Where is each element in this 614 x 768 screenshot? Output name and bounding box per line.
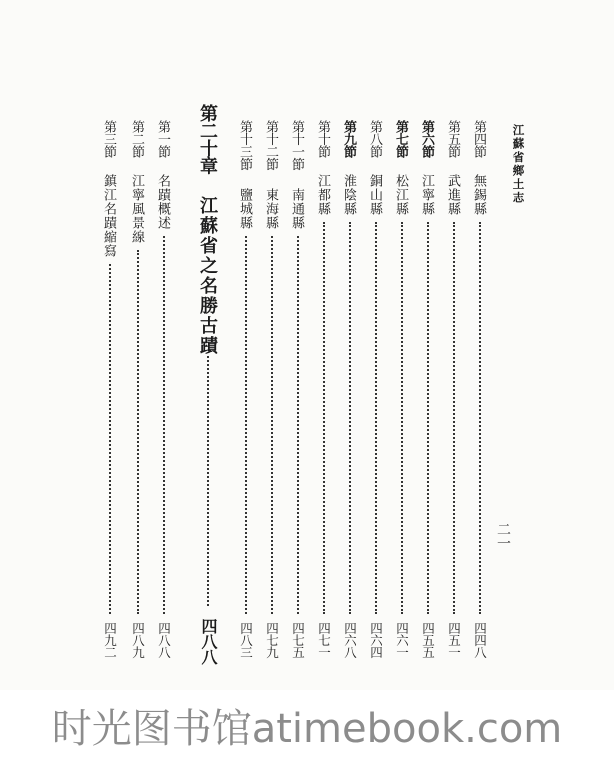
page-reference: 四七九 xyxy=(264,622,280,658)
page-reference: 四六八 xyxy=(342,622,358,658)
page-reference: 四六四 xyxy=(368,622,384,658)
dot-leader xyxy=(401,222,403,614)
section-number: 第十三節 xyxy=(237,120,252,170)
toc-entry xyxy=(236,120,256,658)
section-number: 第七節 xyxy=(393,120,408,158)
toc-entry xyxy=(444,120,464,658)
page-reference: 四九二 xyxy=(102,622,118,658)
page-reference: 四七一 xyxy=(316,622,332,658)
page-reference: 四五五 xyxy=(420,622,436,658)
section-title: 銅山縣 xyxy=(367,174,382,216)
chapter-entry xyxy=(194,104,222,664)
dot-leader xyxy=(163,236,165,614)
dot-leader xyxy=(479,222,481,614)
dot-leader xyxy=(245,236,247,614)
section-title: 南通縣 xyxy=(289,188,304,230)
watermark-text: 时光图书馆atimebook.com xyxy=(0,690,614,768)
page-reference: 四七五 xyxy=(290,622,306,658)
toc-entry xyxy=(314,120,334,658)
page-reference: 四六一 xyxy=(394,622,410,658)
section-title: 名蹟概述 xyxy=(155,174,170,230)
section-title: 江寧風景線 xyxy=(129,174,144,244)
section-title: 鹽城縣 xyxy=(237,188,252,230)
toc-entry xyxy=(366,120,386,658)
toc-entry xyxy=(154,120,174,658)
section-title: 江都縣 xyxy=(315,174,330,216)
chapter-title: 江蘇省之名勝古蹟 xyxy=(197,196,218,356)
section-title: 東海縣 xyxy=(263,188,278,230)
section-number: 第八節 xyxy=(367,120,382,158)
chapter-number: 第二十章 xyxy=(197,104,218,174)
section-number: 第二節 xyxy=(129,120,144,158)
toc-entry xyxy=(100,120,120,658)
section-number: 第五節 xyxy=(445,120,460,158)
section-number: 第九節 xyxy=(341,120,356,158)
page-reference: 四四八 xyxy=(472,622,488,658)
dot-leader xyxy=(375,222,377,614)
page-number: 二一 xyxy=(495,522,511,550)
dot-leader xyxy=(349,222,351,614)
page-reference: 四五一 xyxy=(446,622,462,658)
section-title: 江寧縣 xyxy=(419,174,434,216)
section-number: 第十二節 xyxy=(263,120,278,170)
page-reference: 四八八 xyxy=(156,622,172,658)
dot-leader xyxy=(427,222,429,614)
section-number: 第四節 xyxy=(471,120,486,158)
page-reference: 四八八 xyxy=(199,617,218,664)
section-title: 鎮江名蹟縮寫 xyxy=(101,174,116,258)
toc-entry xyxy=(418,120,438,658)
dot-leader xyxy=(323,222,325,614)
section-number: 第一節 xyxy=(155,120,170,158)
dot-leader xyxy=(109,264,111,614)
toc-entry xyxy=(470,120,490,658)
toc-entry xyxy=(392,120,412,658)
dot-leader xyxy=(207,356,209,606)
section-title: 武進縣 xyxy=(445,174,460,216)
section-number: 第六節 xyxy=(419,120,434,158)
toc-entry xyxy=(128,120,148,658)
section-title: 淮陰縣 xyxy=(341,174,356,216)
section-title: 無錫縣 xyxy=(471,174,486,216)
page-reference: 四八九 xyxy=(130,622,146,658)
page-reference: 四八三 xyxy=(238,622,254,658)
section-number: 第十一節 xyxy=(289,120,304,170)
toc-entry xyxy=(340,120,360,658)
section-number: 第十節 xyxy=(315,120,330,158)
dot-leader xyxy=(137,250,139,614)
dot-leader xyxy=(271,236,273,614)
dot-leader xyxy=(297,236,299,614)
dot-leader xyxy=(453,222,455,614)
toc-entry xyxy=(288,120,308,658)
section-number: 第三節 xyxy=(101,120,116,158)
section-title: 松江縣 xyxy=(393,174,408,216)
running-head: 江蘇省鄉土志 xyxy=(511,124,526,205)
toc-entry xyxy=(262,120,282,658)
